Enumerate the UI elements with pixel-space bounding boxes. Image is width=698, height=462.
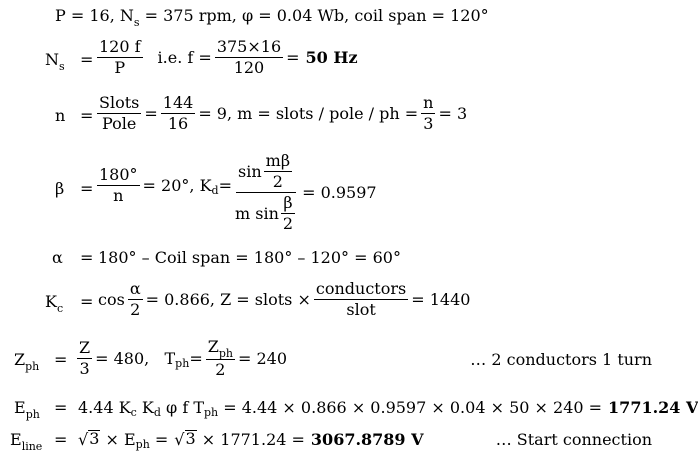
eph-equals: = [54,398,68,417]
eline-rhs-c: × 1771.24 = [196,430,305,449]
given-text-a: P = 16, N [55,6,134,25]
beta-tail: = 0.9597 [302,183,377,202]
eph-rhs-a: 4.44 K [78,398,131,417]
sqrt-radicand-1: 3 [89,429,100,448]
zph-frac1-den: 3 [79,359,90,378]
ns-frac2-den: 120 [233,58,265,77]
n-fraction-2 [161,94,196,133]
ns-frac1-num: 120 f [99,37,141,56]
eline-equals: = [54,430,68,449]
alpha-lhs: α [52,248,63,267]
beta-fraction-1 [97,166,140,205]
eline-rhs-a-sub: ph [135,438,150,451]
zph-frac1-num: Z [79,338,91,357]
kc-fraction-2 [314,280,408,319]
beta-equals: = [80,179,94,198]
ns-equals: = [80,50,94,69]
zph-mid-sub: ph [175,357,190,370]
ns-mid: i.e. f = [157,48,212,67]
eline-rhs-b: = [149,430,169,449]
zph-tail: = 240 [237,349,288,368]
eph-result: 1771.24 V [608,398,698,417]
kc-lhs-sub: c [56,302,64,315]
zph-mid: = 480, T [95,349,176,368]
ns-fraction-1 [97,38,143,77]
eph-lhs: E [14,398,26,417]
eph-rhs-c-sub: ph [204,406,219,419]
kd-num-frac-num: mβ [265,151,291,170]
eph-lhs-sub: ph [25,408,40,421]
n-fraction-1 [97,94,141,133]
kd-num-sin: sin [238,161,262,181]
beta-frac1-den: n [113,186,124,205]
zph-lhs: Z [14,350,26,369]
zph-frac2-num-sub: ph [218,347,233,360]
n-eq2: = [144,104,158,123]
n-frac3-num: n [423,93,434,112]
ns-result: 50 Hz [305,48,358,67]
kc-mid: = 0.866, Z = slots × [145,290,311,309]
eline-rhs-a: × E [100,430,136,449]
zph-lhs-sub: ph [25,360,40,373]
zph-mid2: = [189,349,203,368]
zph-equals: = [54,350,68,369]
zph-frac2-den: 2 [215,360,226,379]
kc-frac1-den: 2 [130,300,141,319]
eph-rhs-c: φ f T [160,398,204,417]
ns-frac1-den: P [114,58,126,77]
ns-frac2-num: 375×16 [216,37,282,56]
sqrt-sign-1: √ 3 [78,429,100,449]
n-tail: = 3 [438,104,468,123]
n-frac2-num: 144 [162,93,194,112]
kc-frac2-num: conductors [315,279,407,298]
alpha-equals: = [80,248,94,267]
ns-result-eq: = [286,48,300,67]
n-mid: = 9, m = slots / pole / ph = [198,104,419,123]
beta-frac1-num: 180° [99,165,138,184]
n-frac2-den: 16 [167,114,189,133]
sqrt-radicand-2: 3 [185,429,196,448]
eline-lhs: E [10,430,22,449]
eph-rhs-b-sub: d [153,406,161,419]
given-sub: s [133,16,140,29]
n-equals: = [80,106,94,125]
kc-frac2-den: slot [346,300,376,319]
ns-fraction-2 [215,38,283,77]
beta-mid: = 20°, K [142,176,212,195]
n-frac1-den: Pole [102,114,137,133]
eph-rhs-d: = 4.44 × 0.866 × 0.9597 × 0.04 × 50 × 240 = [218,398,603,417]
n-frac1-num: Slots [99,93,140,112]
zph-fraction-2 [206,338,235,379]
zph-frac2-num: Z [207,337,219,356]
kd-num-frac [264,152,292,191]
n-lhs: n [55,106,66,125]
beta-mid2: = [218,176,232,195]
eline-lhs-sub: line [21,440,43,453]
kc-tail: = 1440 [411,290,471,309]
eph-rhs-b: K [136,398,154,417]
kd-fraction [233,152,299,233]
ns-lhs-sub: s [59,60,65,73]
zph-fraction-1 [77,339,92,378]
zph-note: … 2 conductors 1 turn [470,350,652,369]
alpha-rhs: 180° – Coil span = 180° – 120° = 60° [98,248,401,267]
kc-lhs: K [45,292,57,311]
ns-lhs: N [45,50,59,69]
kc-frac1-num: α [129,279,141,298]
kc-equals: = [80,292,94,311]
kd-num-frac-den: 2 [272,172,283,191]
kd-den-msin: m sin [235,203,279,223]
given-text-b: = 375 rpm, φ = 0.04 Wb, coil span = 120° [139,6,489,25]
eline-result: 3067.8789 V [310,430,424,449]
kc-fraction-1 [128,280,143,319]
kd-den-frac-den: 2 [282,214,294,233]
kd-den-frac [281,194,295,233]
n-fraction-3 [421,94,435,133]
beta-lhs: β [55,179,65,198]
kd-den-frac-num: β [283,193,293,212]
sqrt-sign-2: √ 3 [174,429,196,449]
eline-note: … Start connection [495,430,652,449]
eph-rhs-a-sub: c [130,406,137,419]
kc-cos: cos [98,290,125,309]
beta-mid-sub: d [211,184,219,197]
n-frac3-den: 3 [423,114,434,133]
